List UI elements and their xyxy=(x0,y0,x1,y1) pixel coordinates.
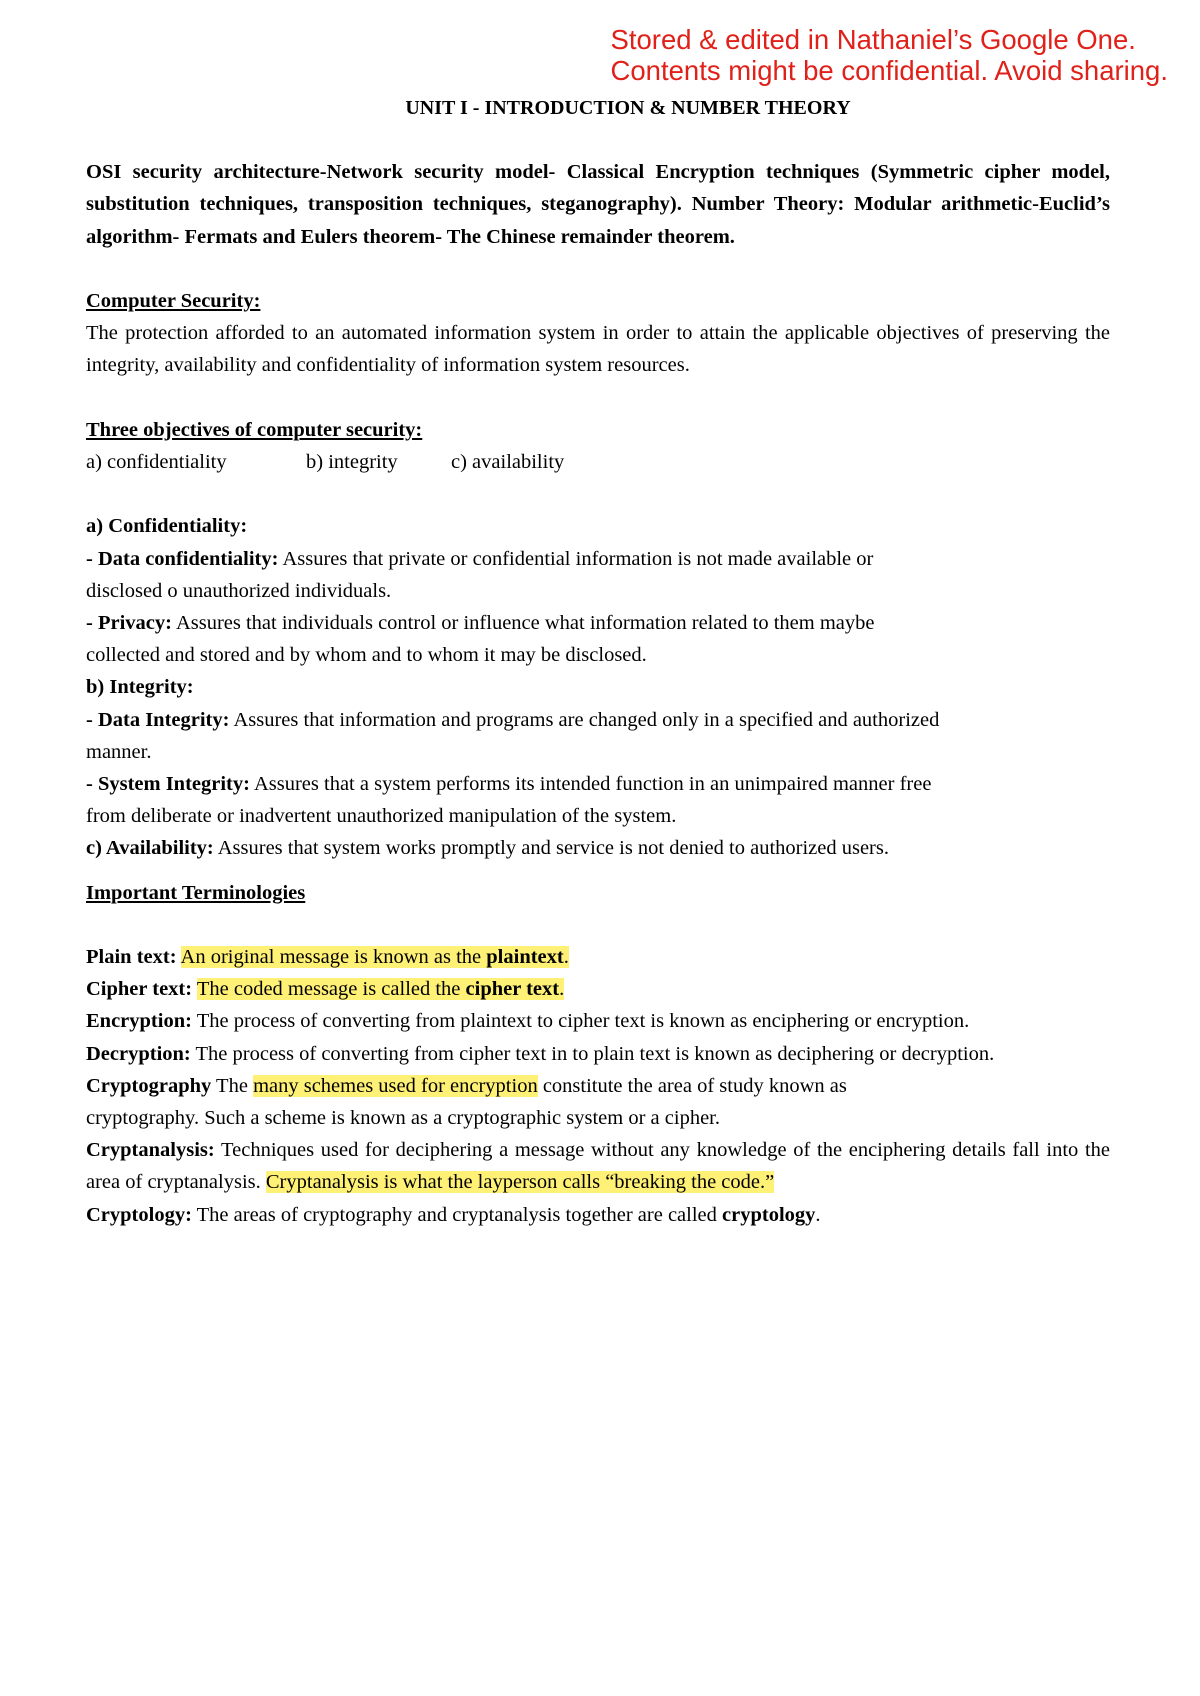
highlight: An original message is known as the plaintext. xyxy=(180,946,569,969)
cryptography-term: Cryptography xyxy=(86,1074,212,1097)
objectives-heading: Three objectives of computer security: xyxy=(86,418,423,441)
highlight: Cryptanalysis is what the layperson calls “breaking the code.” xyxy=(265,1171,775,1194)
data-confidentiality-term: - Data confidentiality: xyxy=(86,547,279,570)
cryptology-definition: Cryptology: The areas of cryptography and cryptanalysis together are called cryptology. xyxy=(86,1203,821,1226)
notice-line-1: Stored & edited in Nathaniel’s Google One. xyxy=(610,24,1136,55)
terminologies-heading: Important Terminologies xyxy=(86,881,306,904)
cryptography-definition-line-2: cryptography. Such a scheme is known as a cryptographic system or a cipher. xyxy=(86,1107,720,1130)
highlight: The coded message is called the cipher text. xyxy=(196,978,565,1001)
computer-security-text: The protection afforded to an automated information system in order to attain the applicable objectives of preserving the integrity, availability and confidentiality of information system resources. xyxy=(86,322,1110,377)
objective-item: a) confidentiality xyxy=(86,451,227,473)
integrity-heading: b) Integrity: xyxy=(86,676,194,699)
cryptanalysis-definition: Cryptanalysis: Techniques used for deciphering a message without any knowledge of the enciphering details fall into the area of cryptanalysis. Cryptanalysis is what the layperson calls “breaking the code.” xyxy=(86,1139,1110,1194)
syllabus-paragraph: OSI security architecture-Network security model- Classical Encryption techniques (Symmetric cipher model, substitution techniques, transposition techniques, steganography). Number Theory: Modular arithmetic-Euclid’s algorithm- Fermats and Eulers theorem- The Chinese remainder theorem. xyxy=(86,161,1110,248)
decryption-term: Decryption: xyxy=(86,1042,191,1065)
system-integrity-term: - System Integrity: xyxy=(86,773,250,796)
data-integrity-term: - Data Integrity: xyxy=(86,708,230,731)
highlight: many schemes used for encryption xyxy=(253,1074,538,1097)
data-integrity-line: - Data Integrity: Assures that information and programs are changed only in a specified and authorized xyxy=(86,708,940,731)
availability-line: c) Availability: Assures that system works promptly and service is not denied to authorized users. xyxy=(86,837,889,860)
system-integrity-line-2: from deliberate or inadvertent unauthorized manipulation of the system. xyxy=(86,805,677,828)
cipher-text-definition xyxy=(86,973,1110,1005)
objectives-list xyxy=(86,446,1110,478)
cryptology-term: Cryptology: xyxy=(86,1203,192,1226)
privacy-term: - Privacy: xyxy=(86,612,172,634)
objective-item: c) availability xyxy=(451,451,565,473)
data-confidentiality-line: - Data confidentiality: Assures that private or confidential information is not made available or xyxy=(86,547,874,570)
system-integrity-line: - System Integrity: Assures that a system performs its intended function in an unimpaired manner free xyxy=(86,773,932,796)
notice-line-2: Contents might be confidential. Avoid sharing. xyxy=(610,55,1168,86)
cryptanalysis-term: Cryptanalysis: xyxy=(86,1139,215,1162)
computer-security-heading: Computer Security: xyxy=(86,290,261,312)
document-page xyxy=(86,92,1110,1231)
decryption-definition: Decryption: The process of converting from cipher text in to plain text is known as deciphering or decryption. xyxy=(86,1042,995,1065)
unit-title: UNIT I - INTRODUCTION & NUMBER THEORY xyxy=(405,97,851,119)
confidentiality-notice xyxy=(611,24,1168,86)
objective-item: b) integrity xyxy=(306,451,398,473)
encryption-definition: Encryption: The process of converting from plaintext to cipher text is known as enciphering or encryption. xyxy=(86,1010,970,1033)
plain-text-term: Plain text: xyxy=(86,946,177,969)
confidentiality-heading: a) Confidentiality: xyxy=(86,515,248,538)
encryption-term: Encryption: xyxy=(86,1010,192,1033)
availability-term: c) Availability: xyxy=(86,837,214,860)
cryptography-definition: Cryptography The many schemes used for encryption constitute the area of study known as xyxy=(86,1074,847,1097)
privacy-line: - Privacy: Assures that individuals control or influence what information related to them maybe xyxy=(86,612,875,634)
plain-text-definition xyxy=(86,941,1110,973)
privacy-line-2: collected and stored and by whom and to whom it may be disclosed. xyxy=(86,644,647,667)
data-confidentiality-line-2: disclosed o unauthorized individuals. xyxy=(86,579,392,602)
cipher-text-term: Cipher text: xyxy=(86,978,193,1001)
data-integrity-line-2: manner. xyxy=(86,740,152,763)
